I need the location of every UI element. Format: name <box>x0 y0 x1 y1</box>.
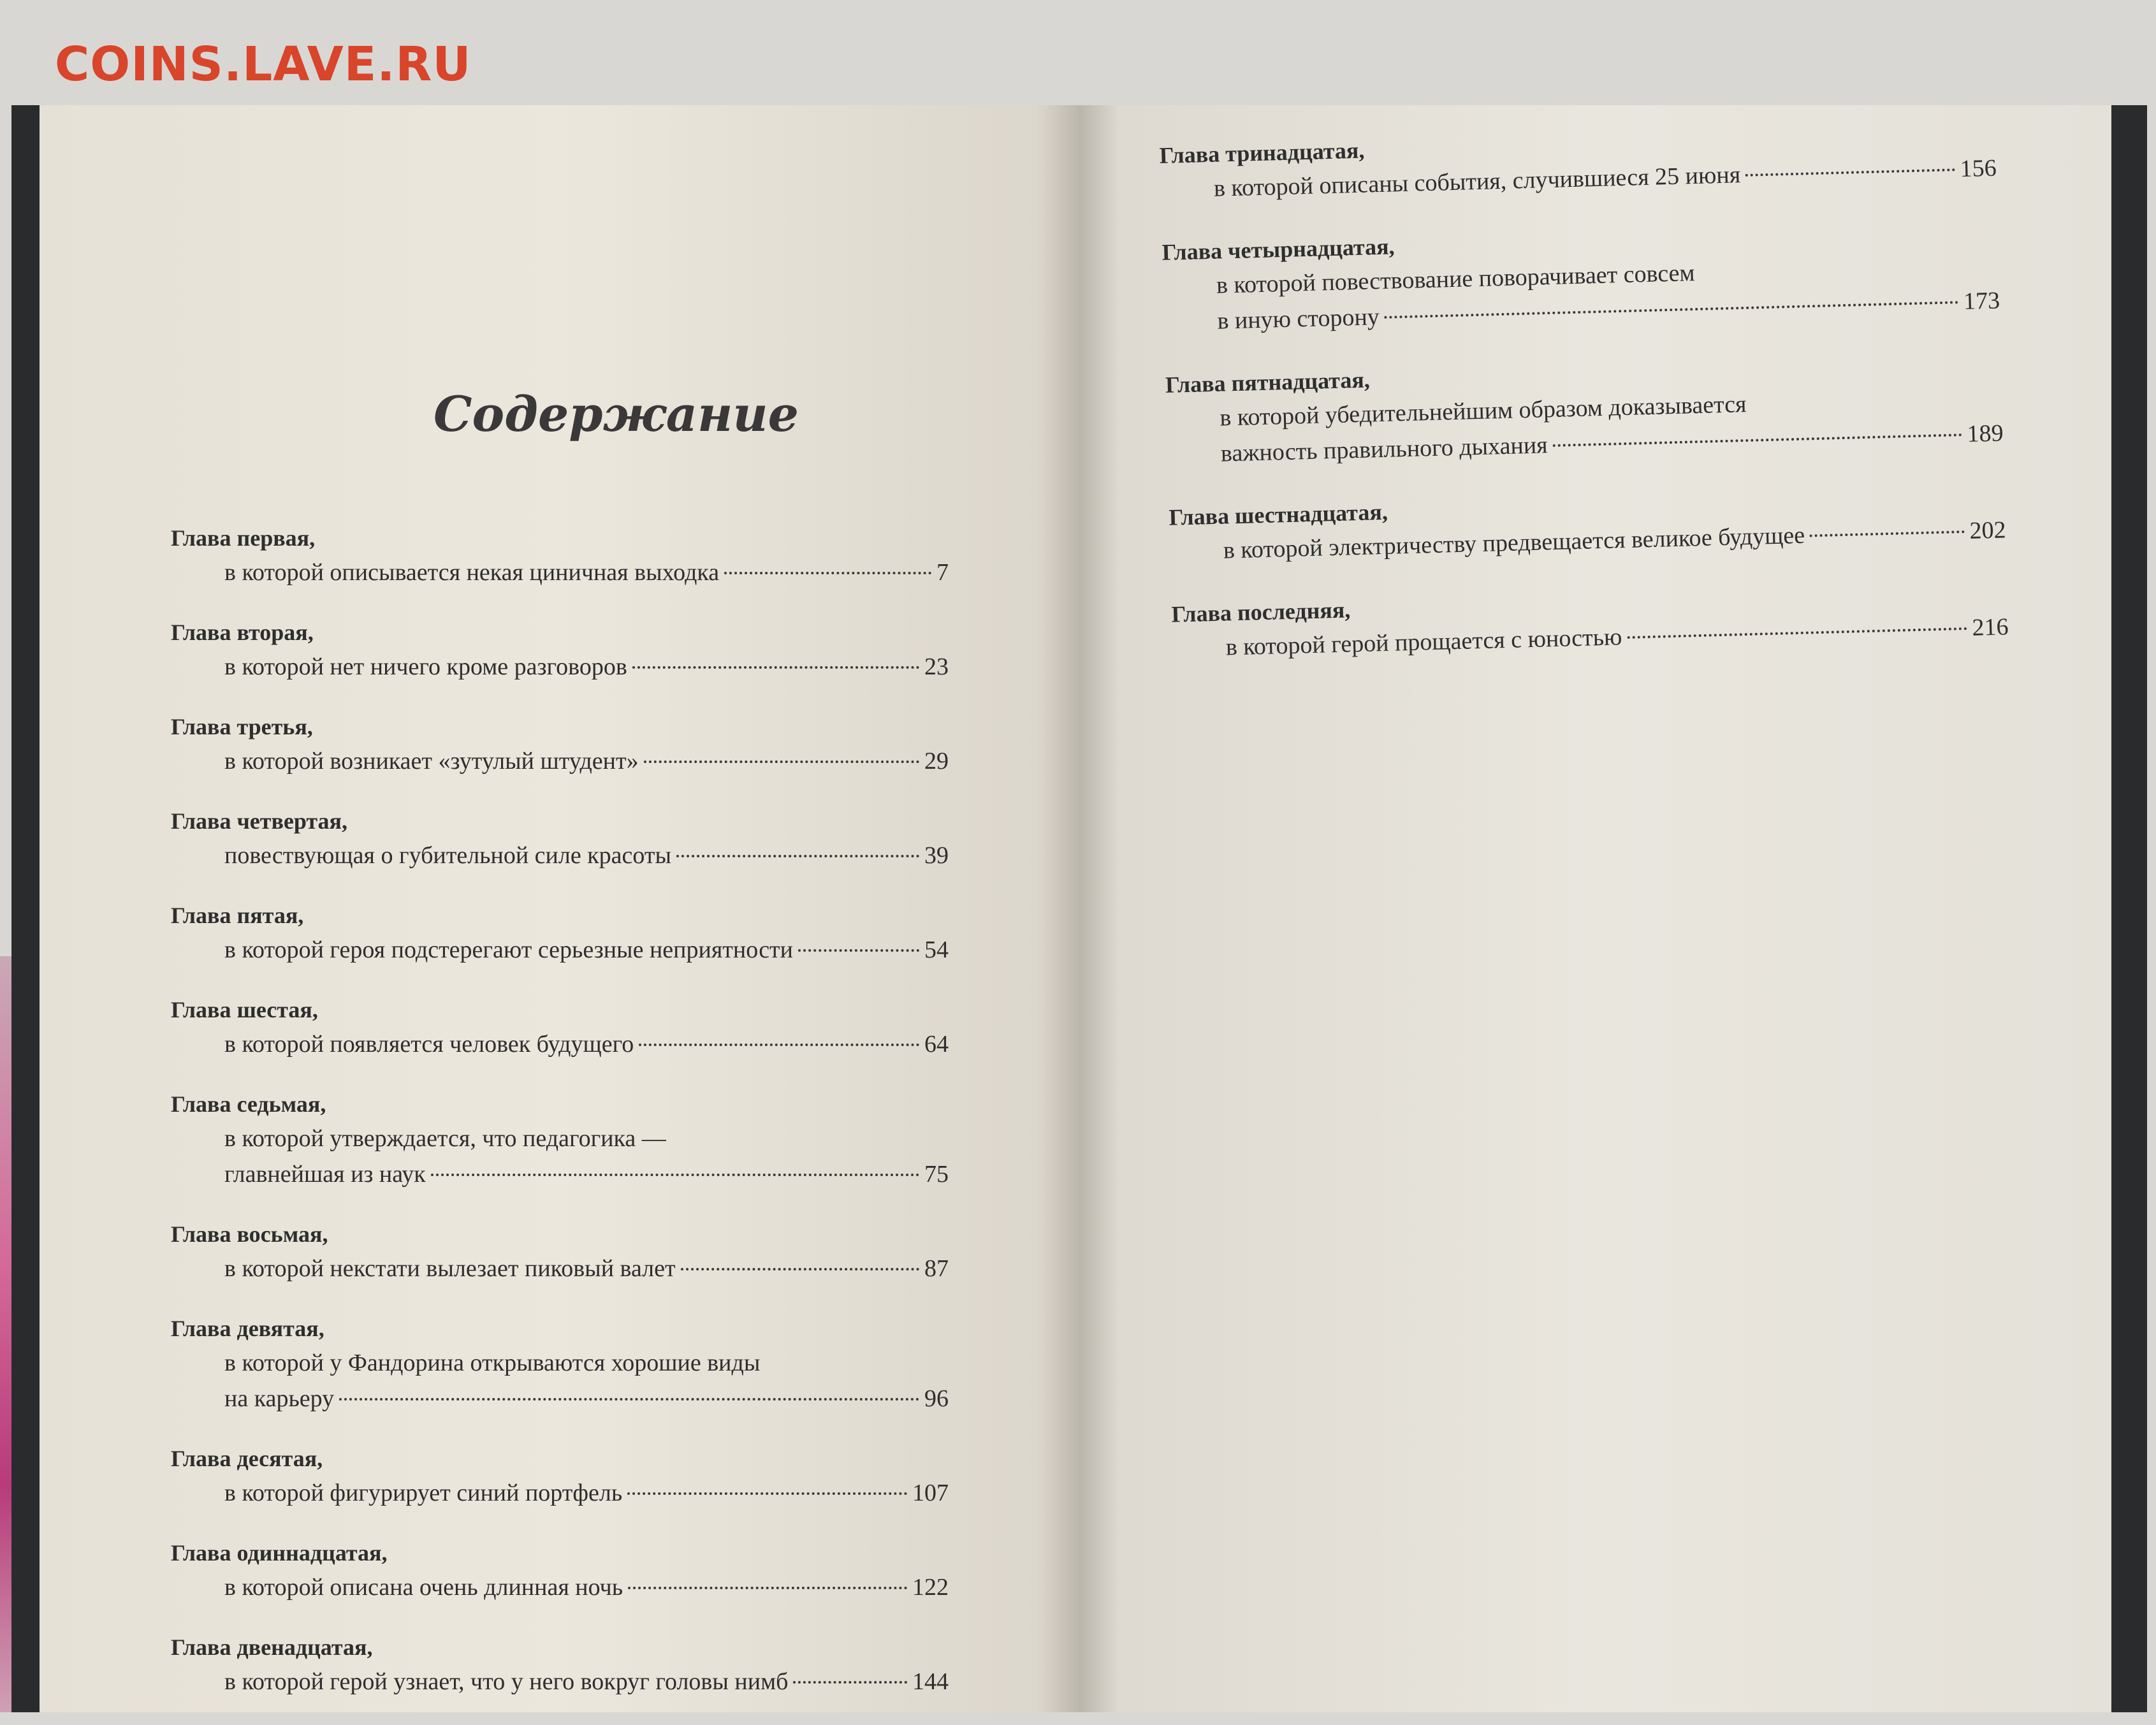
page-number: 156 <box>1960 154 1997 183</box>
dot-leader <box>632 666 919 669</box>
toc-entry <box>1162 214 2000 340</box>
page-number: 23 <box>924 653 949 680</box>
chapter-description: в которой описаны события, случившиеся 25 июня <box>1213 161 1741 202</box>
chapter-heading: Глава последняя, <box>1171 597 1351 627</box>
toc-entry <box>1165 347 2004 473</box>
chapter-description: на карьеру <box>224 1385 335 1412</box>
chapter-description-line <box>171 1569 949 1605</box>
chapter-heading: Глава десятая, <box>171 1446 323 1471</box>
left-toc-list <box>171 521 949 1725</box>
toc-entry <box>171 1312 949 1416</box>
page-number: 189 <box>1967 419 2004 448</box>
chapter-heading: Глава четырнадцатая, <box>1162 233 1395 265</box>
chapter-description-line: в которой повествование поворачивает совсем <box>1216 259 1696 299</box>
chapter-description: в которой описывается некая циничная выходка <box>224 559 720 586</box>
page-number: 54 <box>924 936 949 963</box>
page-number: 7 <box>936 559 949 586</box>
chapter-description: в иную сторону <box>1216 303 1380 335</box>
toc-entry <box>171 710 949 779</box>
chapter-heading: Глава шестая, <box>171 997 318 1023</box>
toc-entry <box>171 1536 949 1605</box>
chapter-heading: Глава первая, <box>171 525 316 551</box>
page-number: 202 <box>1969 516 2007 544</box>
chapter-description-line: в которой убедительнейшим образом доказывается <box>1219 391 1747 432</box>
chapter-description: в которой героя подстерегают серьезные неприятности <box>224 936 793 963</box>
page-number: 122 <box>912 1574 949 1601</box>
chapter-description: в которой фигурирует синий портфель <box>224 1480 623 1506</box>
dot-leader <box>339 1398 919 1401</box>
toc-entry <box>1169 479 2006 569</box>
page-number: 64 <box>924 1031 949 1058</box>
dot-leader <box>1745 168 1955 177</box>
dot-leader <box>724 572 931 574</box>
dot-leader <box>628 1587 907 1589</box>
page-number: 96 <box>924 1385 949 1412</box>
chapter-description: в которой нет ничего кроме разговоров <box>224 653 627 680</box>
toc-entry <box>171 521 949 590</box>
chapter-heading: Глава шестнадцатая, <box>1169 499 1388 530</box>
dot-leader <box>1810 530 1965 537</box>
chapter-description: в которой возникает «зутулый штудент» <box>224 748 639 775</box>
chapter-description-line <box>171 649 949 685</box>
chapter-description-line: в которой утверждается, что педагогика — <box>224 1125 666 1152</box>
chapter-description: в которой появляется человек будущего <box>224 1031 634 1058</box>
chapter-description-line <box>171 1664 949 1700</box>
page-number: 173 <box>1963 287 2000 316</box>
toc-entry <box>171 1088 949 1192</box>
dot-leader <box>627 1492 907 1495</box>
dot-leader <box>639 1044 919 1046</box>
watermark: COINS.LAVE.RU <box>55 37 472 92</box>
chapter-heading: Глава двенадцатая, <box>171 1634 373 1660</box>
chapter-heading: Глава вторая, <box>171 620 314 645</box>
toc-entry <box>1171 576 2009 666</box>
chapter-description: в которой герой прощается с юностью <box>1225 623 1622 661</box>
chapter-heading: Глава девятая, <box>171 1316 324 1341</box>
page-number: 144 <box>912 1668 949 1695</box>
toc-entry <box>171 1631 949 1700</box>
chapter-description: повествующая о губительной силе красоты <box>224 842 672 869</box>
right-toc-list <box>1159 117 2009 695</box>
chapter-heading: Глава пятая, <box>171 903 304 928</box>
chapter-description: в которой некстати вылезает пиковый валет <box>224 1255 676 1282</box>
page-number: 29 <box>924 748 949 775</box>
contents-title: Содержание <box>433 386 799 442</box>
chapter-heading: Глава третья, <box>171 714 313 739</box>
page-number: 75 <box>924 1161 949 1188</box>
chapter-heading: Глава четвертая, <box>171 808 348 834</box>
chapter-description-line <box>171 1381 949 1416</box>
chapter-heading: Глава седьмая, <box>171 1091 326 1117</box>
chapter-description-line <box>171 1026 949 1062</box>
chapter-description: в которой герой узнает, что у него вокруг головы нимб <box>224 1668 789 1695</box>
chapter-description: важность правильного дыхания <box>1220 432 1548 467</box>
dot-leader <box>644 761 919 763</box>
chapter-description-line <box>171 1251 949 1286</box>
dot-leader <box>798 949 919 952</box>
chapter-description-line <box>171 555 949 590</box>
chapter-description-line <box>171 838 949 873</box>
chapter-heading: Глава пятнадцатая, <box>1165 367 1371 398</box>
page-number: 87 <box>924 1255 949 1282</box>
page-number: 39 <box>924 842 949 869</box>
page-number: 107 <box>912 1480 949 1506</box>
dot-leader <box>676 855 919 857</box>
chapter-description: в которой электричеству предвещается великое будущее <box>1223 521 1805 564</box>
dot-leader <box>1553 433 1962 447</box>
toc-entry <box>171 804 949 873</box>
chapter-heading: Глава одиннадцатая, <box>171 1540 388 1566</box>
toc-entry <box>171 1218 949 1286</box>
chapter-description: главнейшая из наук <box>224 1161 426 1188</box>
chapter-description-line <box>171 743 949 779</box>
toc-entry <box>171 899 949 968</box>
dot-leader <box>1627 627 1967 639</box>
chapter-description: в которой описана очень длинная ночь <box>224 1574 623 1601</box>
dot-leader <box>431 1174 919 1176</box>
toc-entry <box>171 993 949 1062</box>
chapter-heading: Глава тринадцатая, <box>1159 137 1365 168</box>
toc-entry <box>171 1442 949 1511</box>
chapter-heading: Глава восьмая, <box>171 1221 328 1247</box>
chapter-description-line <box>171 932 949 968</box>
dot-leader <box>681 1268 919 1270</box>
page-number: 216 <box>1971 613 2009 641</box>
chapter-description-line: в которой у Фандорина открываются хорошие виды <box>224 1350 761 1376</box>
chapter-description-line <box>171 1156 949 1192</box>
chapter-description-line <box>171 1475 949 1511</box>
toc-entry <box>171 616 949 685</box>
dot-leader <box>1385 301 1958 319</box>
dot-leader <box>793 1681 907 1684</box>
